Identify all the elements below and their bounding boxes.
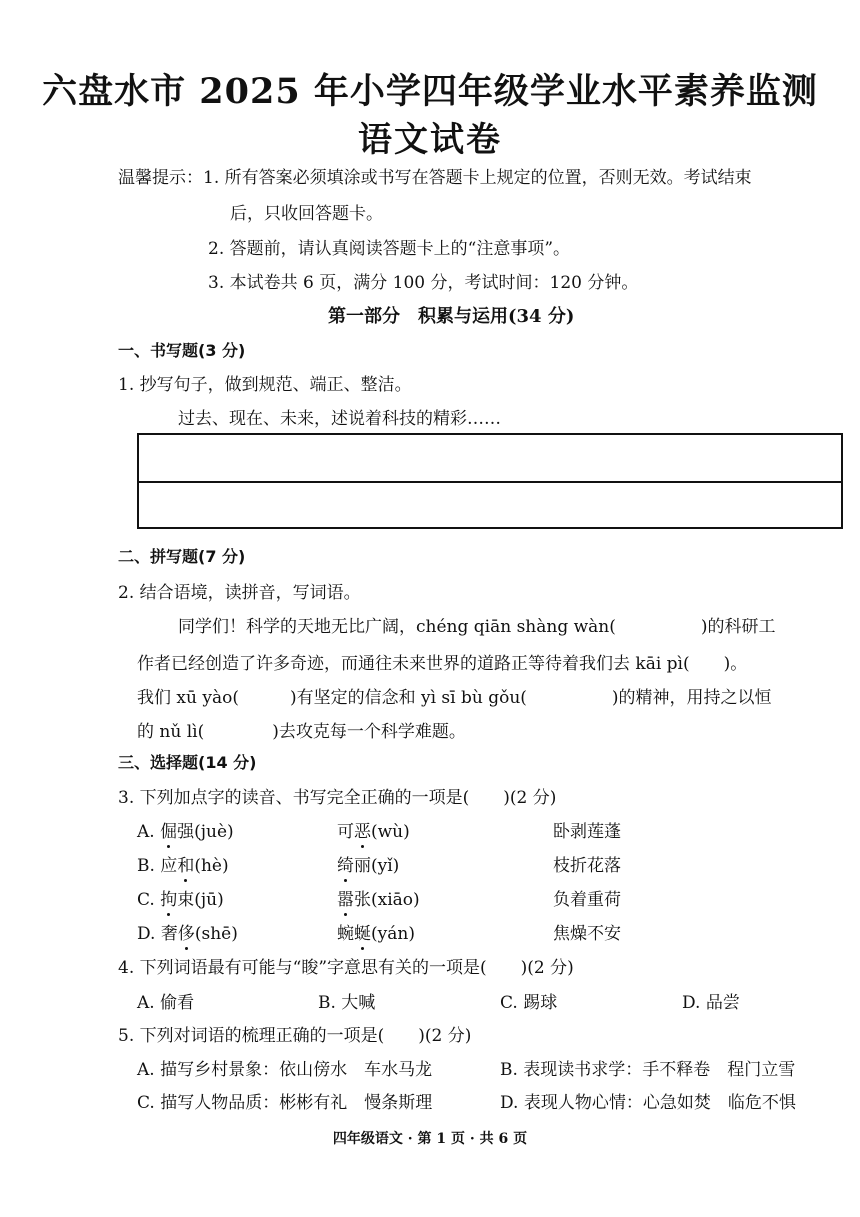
notice-label: 温馨提示： xyxy=(118,168,203,188)
q4-option-b: B. 大喊 xyxy=(318,993,376,1013)
q1-stem: 1. 抄写句子，做到规范、端正、整洁。 xyxy=(118,375,412,395)
notice-item-1: 1. 所有答案必须填涂或书写在答题卡上规定的位置，否则无效。考试结束 xyxy=(203,168,752,188)
notice-item-3: 3. 本试卷共 6 页，满分 100 分，考试时间：120 分钟。 xyxy=(208,273,639,293)
q4-option-d: D. 品尝 xyxy=(682,993,740,1013)
section1-heading: 一、书写题(3 分) xyxy=(118,341,246,360)
exam-subtitle: 语文试卷 xyxy=(358,120,502,160)
part1-title: 第一部分 积累与运用(34 分) xyxy=(328,306,575,327)
q2-paragraph-line-2: 作者已经创造了许多奇迹，而通往未来世界的道路正等待着我们去 kāi pì( )。 xyxy=(137,654,748,674)
notice-line-1 xyxy=(118,163,752,188)
q3-stem: 3. 下列加点字的读音、书写完全正确的一项是( )(2 分) xyxy=(118,788,557,808)
section2-heading: 二、拼写题(7 分) xyxy=(118,547,246,566)
q5-option-a: A. 描写乡村景象：依山傍水 车水马龙 xyxy=(137,1060,433,1080)
q2-paragraph-line-3: 我们 xū yào( )有坚定的信念和 yì sī bù gǒu( )的精神，用持之以恒 xyxy=(137,688,772,708)
exam-title: 六盘水市 2025 年小学四年级学业水平素养监测 xyxy=(42,71,818,112)
writing-box[interactable] xyxy=(137,433,843,529)
q2-paragraph-line-4: 的 nǔ lì( )去攻克每一个科学难题。 xyxy=(137,722,466,742)
q4-option-c: C. 踢球 xyxy=(500,993,558,1013)
q4-option-a: A. 偷看 xyxy=(137,993,195,1013)
q5-stem: 5. 下列对词语的梳理正确的一项是( )(2 分) xyxy=(118,1026,472,1046)
notice-item-2: 2. 答题前，请认真阅读答题卡上的“注意事项”。 xyxy=(208,239,571,259)
q2-paragraph-line-1: 同学们！科学的天地无比广阔，chéng qiān shàng wàn( )的科研工 xyxy=(178,617,776,637)
q5-option-b: B. 表现读书求学：手不释卷 程门立雪 xyxy=(500,1060,796,1080)
writing-box-divider xyxy=(139,481,841,483)
q1-sentence: 过去、现在、未来，述说着科技的精彩…… xyxy=(178,409,501,429)
q2-stem: 2. 结合语境，读拼音，写词语。 xyxy=(118,583,361,603)
q5-option-c: C. 描写人物品质：彬彬有礼 慢条斯理 xyxy=(137,1093,433,1113)
q5-option-d: D. 表现人物心情：心急如焚 临危不惧 xyxy=(500,1093,796,1113)
q4-stem: 4. 下列词语最有可能与“睃”字意思有关的一项是( )(2 分) xyxy=(118,958,574,978)
notice-item-1-cont: 后，只收回答题卡。 xyxy=(230,204,383,224)
page-footer: 四年级语文 · 第 1 页 · 共 6 页 xyxy=(332,1131,528,1147)
section3-heading: 三、选择题(14 分) xyxy=(118,753,257,772)
exam-page: 六盘水市 2025 年小学四年级学业水平素养监测 语文试卷 温馨提示：1. 所有答案必须填涂或书写在答题卡上规定的位置，否则无效。考试结束 后，只收回答题卡。 2. 答题前，请认真阅读答题卡上的“注意事项”。 3. 本试卷共 6 页，满分 100 分，考试时间：120 分钟。 第一部分 积累与运用(34 分) 一、书写题(3 分) 1. 抄写句子，做到规范、端正、整洁。 过去、现在、未来，述说着科技的精彩…… 二、拼写题(7 分) 2. 结合语境，读拼音，写词语。 同学们！科学的天地无比广阔，chéng qiān shàng wàn( )的科研工 作者已经创造了许多奇迹，而通往未来世界的道路正等待着我们去 kāi pì( )。 我们 xū yào( )有坚定的信念和 yì sī bù gǒu( )的精神，用持之以恒 的 nǔ lì( )去攻克每一个科学难题。 三、选择题(14 分) 3. 下列加点字的读音、书写完全正确的一项是( )(2 分) A. 倔强(juè) 可恶(wù) 卧剥莲蓬 B. 应和(hè) 绮丽(yǐ) 枝折花落 C. 拘束(jū) 嚣张(xiāo) 负着重荷 D. 奢侈(shē) 蜿蜒(yán) 焦燥不安 4. 下列词语最有可能与“睃”字意思有关的一项是( )(2 分) A. 偷看 B. 大喊 C. 踢球 D. 品尝 5. 下列对词语的梳理正确的一项是( )(2 分) A. 描写乡村景象：依山傍水 车水马龙 B. 表现读书求学：手不释卷 程门立雪 C. 描写人物品质：彬彬有礼 慢条斯理 D. 表现人物心情：心急如焚 临危不惧 四年级语文 · 第 1 页 · 共 6 页 xyxy=(0,0,860,1217)
